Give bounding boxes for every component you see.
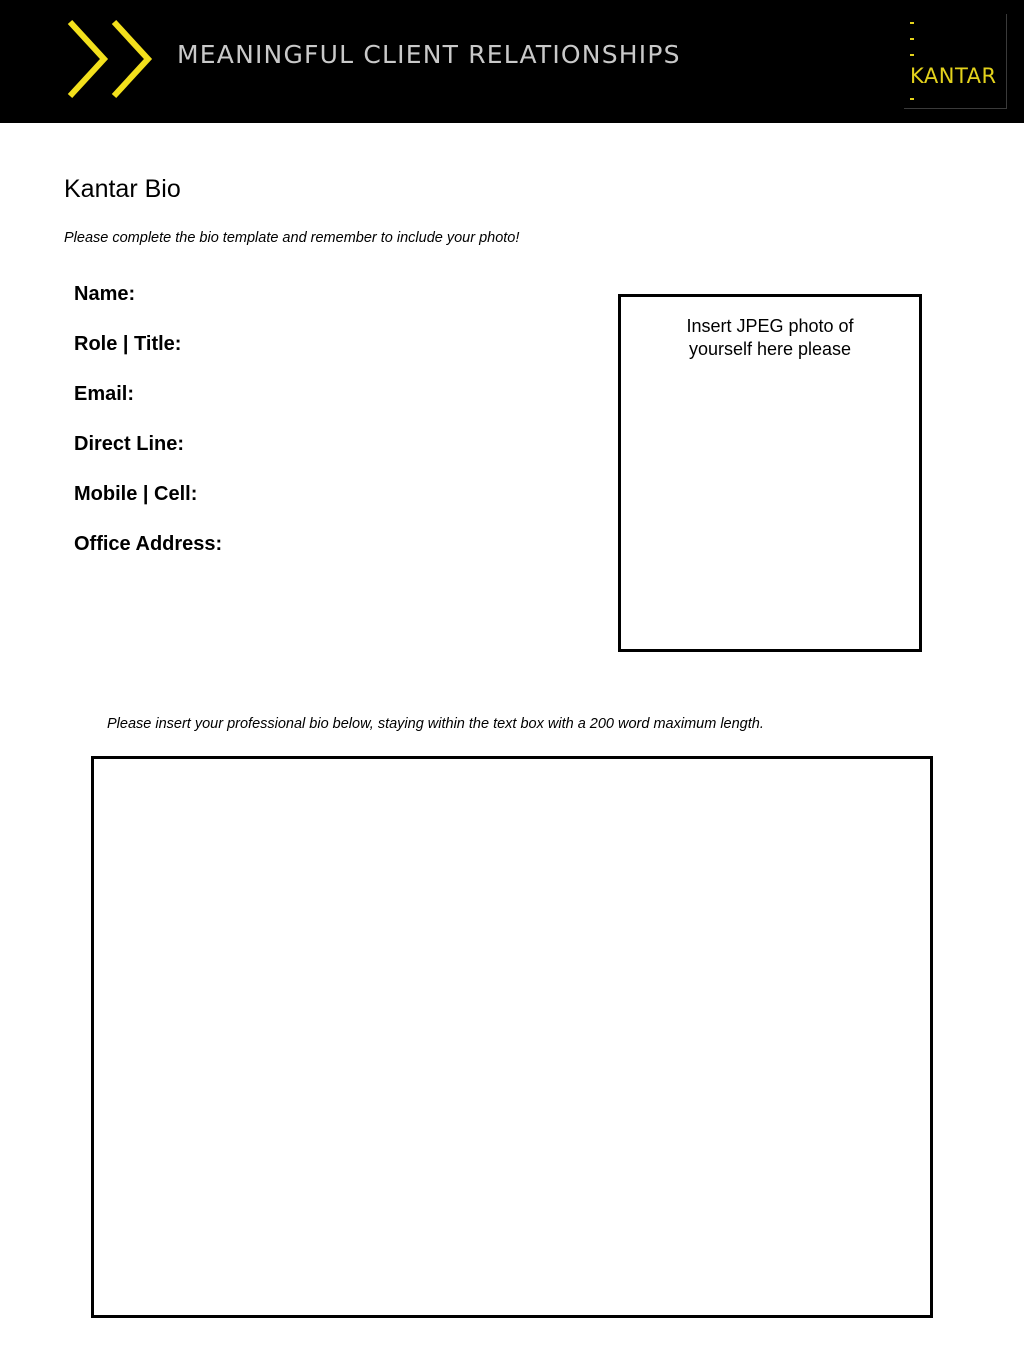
field-mobile-cell-label: Mobile | Cell: bbox=[74, 483, 198, 505]
bio-text-box[interactable] bbox=[91, 756, 933, 1318]
photo-placeholder-text bbox=[621, 315, 919, 361]
kantar-logo bbox=[904, 14, 1007, 109]
intro-instruction: Please complete the bio template and remember to include your photo! bbox=[64, 230, 520, 246]
photo-placeholder-line-1: Insert JPEG photo of bbox=[686, 316, 854, 336]
chevron-double-right-icon bbox=[64, 18, 156, 100]
field-office-address-label: Office Address: bbox=[74, 533, 223, 555]
field-direct-line-label: Direct Line: bbox=[74, 433, 185, 455]
header-banner bbox=[0, 0, 1024, 123]
field-name-label: Name: bbox=[74, 283, 136, 305]
photo-placeholder-line-2: yourself here please bbox=[688, 339, 852, 359]
bio-instruction: Please insert your professional bio below, staying within the text box with a 200 word maximum length. bbox=[107, 716, 764, 732]
field-role-title-label: Role | Title: bbox=[74, 333, 182, 355]
field-email-label: Email: bbox=[74, 383, 135, 405]
header-tagline: MEANINGFUL CLIENT RELATIONSHIPS bbox=[177, 40, 681, 69]
photo-placeholder-box[interactable] bbox=[618, 294, 922, 652]
brand-wordmark: KANTAR bbox=[910, 64, 997, 88]
page-title: Kantar Bio bbox=[64, 175, 181, 203]
bio-field-list bbox=[74, 280, 222, 580]
